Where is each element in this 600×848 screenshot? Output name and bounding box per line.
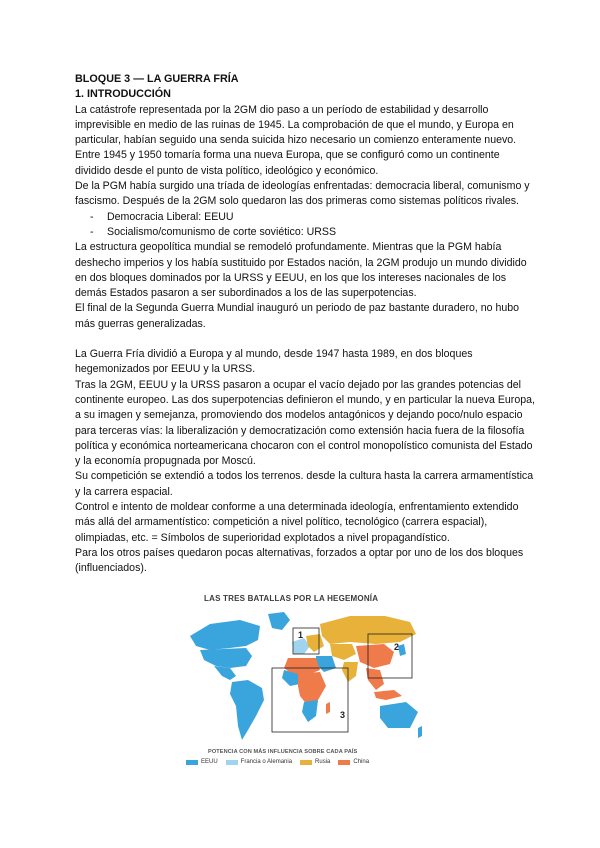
legend-swatch [300, 760, 312, 765]
legend-item [300, 759, 330, 765]
list-item: - Democracia Liberal: EEUU [75, 210, 535, 225]
paragraph: De la PGM había surgido una tríada de ideologías enfrentadas: democracia liberal, comunismo y fascismo. Después de la 2GM solo quedaron las dos primeras como sistemas políticos rivales. [75, 180, 530, 208]
list-item: - Socialismo/comunismo de corte soviético: URSS [75, 225, 535, 240]
ideology-list [75, 210, 535, 241]
paragraph: Su competición se extendió a todos los terrenos. desde la cultura hasta la carrera armamentística y la carrera espacial. [75, 470, 534, 498]
map-region-indonesia [374, 690, 402, 700]
map-region-south-america [230, 680, 264, 740]
paragraph: El final de la Segunda Guerra Mundial inauguró un periodo de paz bastante duradero, no hubo más guerras generalizadas. [75, 302, 520, 330]
legend-label: China [353, 759, 370, 765]
legend-item [226, 759, 292, 765]
document-title: BLOQUE 3 — LA GUERRA FRÍA [75, 73, 239, 85]
paragraph: Entre 1945 y 1950 tomaría forma una nueva Europa, que se configuró como un continente dividido desde el punto de vista político, ideológico y económico. [75, 149, 500, 177]
map-region-usa [200, 648, 252, 668]
legend-item [186, 759, 218, 765]
map-region-europe-east [306, 634, 324, 652]
paragraph: Tras la 2GM, EEUU y la URSS pasaron a ocupar el vacío dejado por las grandes potencias del continente europeo. Las dos superpotencias definieron el mundo, y en particular la nueva Europa, a su imagen y semejanza, promoviendo dos modelos antagónicos y dejando poco/nulo espacio para terceras vías: la liberalización y democratización como extensión hacia fuera de la filosofía política y económica norteamericana chocaron con el control monopolístico comunista del Estado y la economía propugnada por Moscú. [75, 378, 535, 468]
paragraph: Para los otros países quedaron pocas alternativas, forzados a optar por uno de los dos bloques (influenciados). [75, 546, 524, 575]
map-region-central-asia [330, 644, 356, 660]
paragraph-gap [75, 332, 535, 347]
legend-swatch [226, 760, 238, 765]
paragraph: La estructura geopolítica mundial se remodeló profundamente. Mientras que la PGM había deshecho imperios y los había sustituido por Estados nación, la 2GM produjo un mundo dividido en dos bloques dominados por la URSS y EEUU, en los que los intereses nacionales de los demás Estados pasaron a ser subordinados a los de las superpotencias. [75, 241, 527, 300]
map-region-china [356, 644, 394, 668]
figure-subtitle: POTENCIA CON MÁS INFLUENCIA SOBRE CADA PAÍS [208, 749, 358, 755]
world-map [180, 606, 425, 751]
hegemony-map-figure [180, 592, 425, 772]
legend-label: EEUU [201, 759, 218, 765]
map-region-mexico [214, 666, 236, 680]
map-legend [186, 759, 369, 765]
battle-box-label-3: 3 [340, 710, 346, 720]
legend-swatch [338, 760, 350, 765]
map-region-southern-africa [302, 700, 318, 722]
battle-box-label-2: 2 [394, 642, 400, 652]
legend-label: Rusia [315, 759, 331, 765]
paragraph: La Guerra Fría dividió a Europa y al mundo, desde 1947 hasta 1989, en dos bloques hegemonizados por EEUU y la URSS. [75, 348, 473, 376]
paragraph: La catástrofe representada por la 2GM dio paso a un período de estabilidad y desarrollo imprevisible en medio de las ruinas de 1945. La comprobación de que el mundo, y Europa en particular, habían seguido una senda suicida hizo necesario un comienzo enteramente nuevo. [75, 103, 517, 147]
legend-swatch [186, 760, 198, 765]
paragraph: Control e intento de moldear conforme a una determinada ideología, enfrentamiento extendido más allá del armamentístico: competición a nivel político, tecnológico (carrera espacial), olimpiadas, etc. = Símbolos de superioridad explotados a nivel propagandístico. [75, 501, 519, 544]
map-region-australia [380, 702, 418, 728]
map-region-new-zealand [418, 726, 422, 738]
map-region-canada [190, 620, 260, 650]
legend-item [338, 759, 369, 765]
figure-title: LAS TRES BATALLAS POR LA HEGEMONÍA [204, 594, 379, 603]
map-region-india [342, 662, 358, 682]
document-page [75, 72, 535, 577]
map-region-southeast-asia [366, 668, 384, 690]
map-region-madagascar [326, 702, 330, 714]
section-heading: 1. INTRODUCCIÓN [75, 88, 171, 101]
map-region-japan [398, 644, 406, 656]
legend-label: Francia o Alemania [240, 759, 293, 765]
map-region-greenland [268, 612, 290, 630]
battle-box-label-1: 1 [298, 630, 304, 640]
